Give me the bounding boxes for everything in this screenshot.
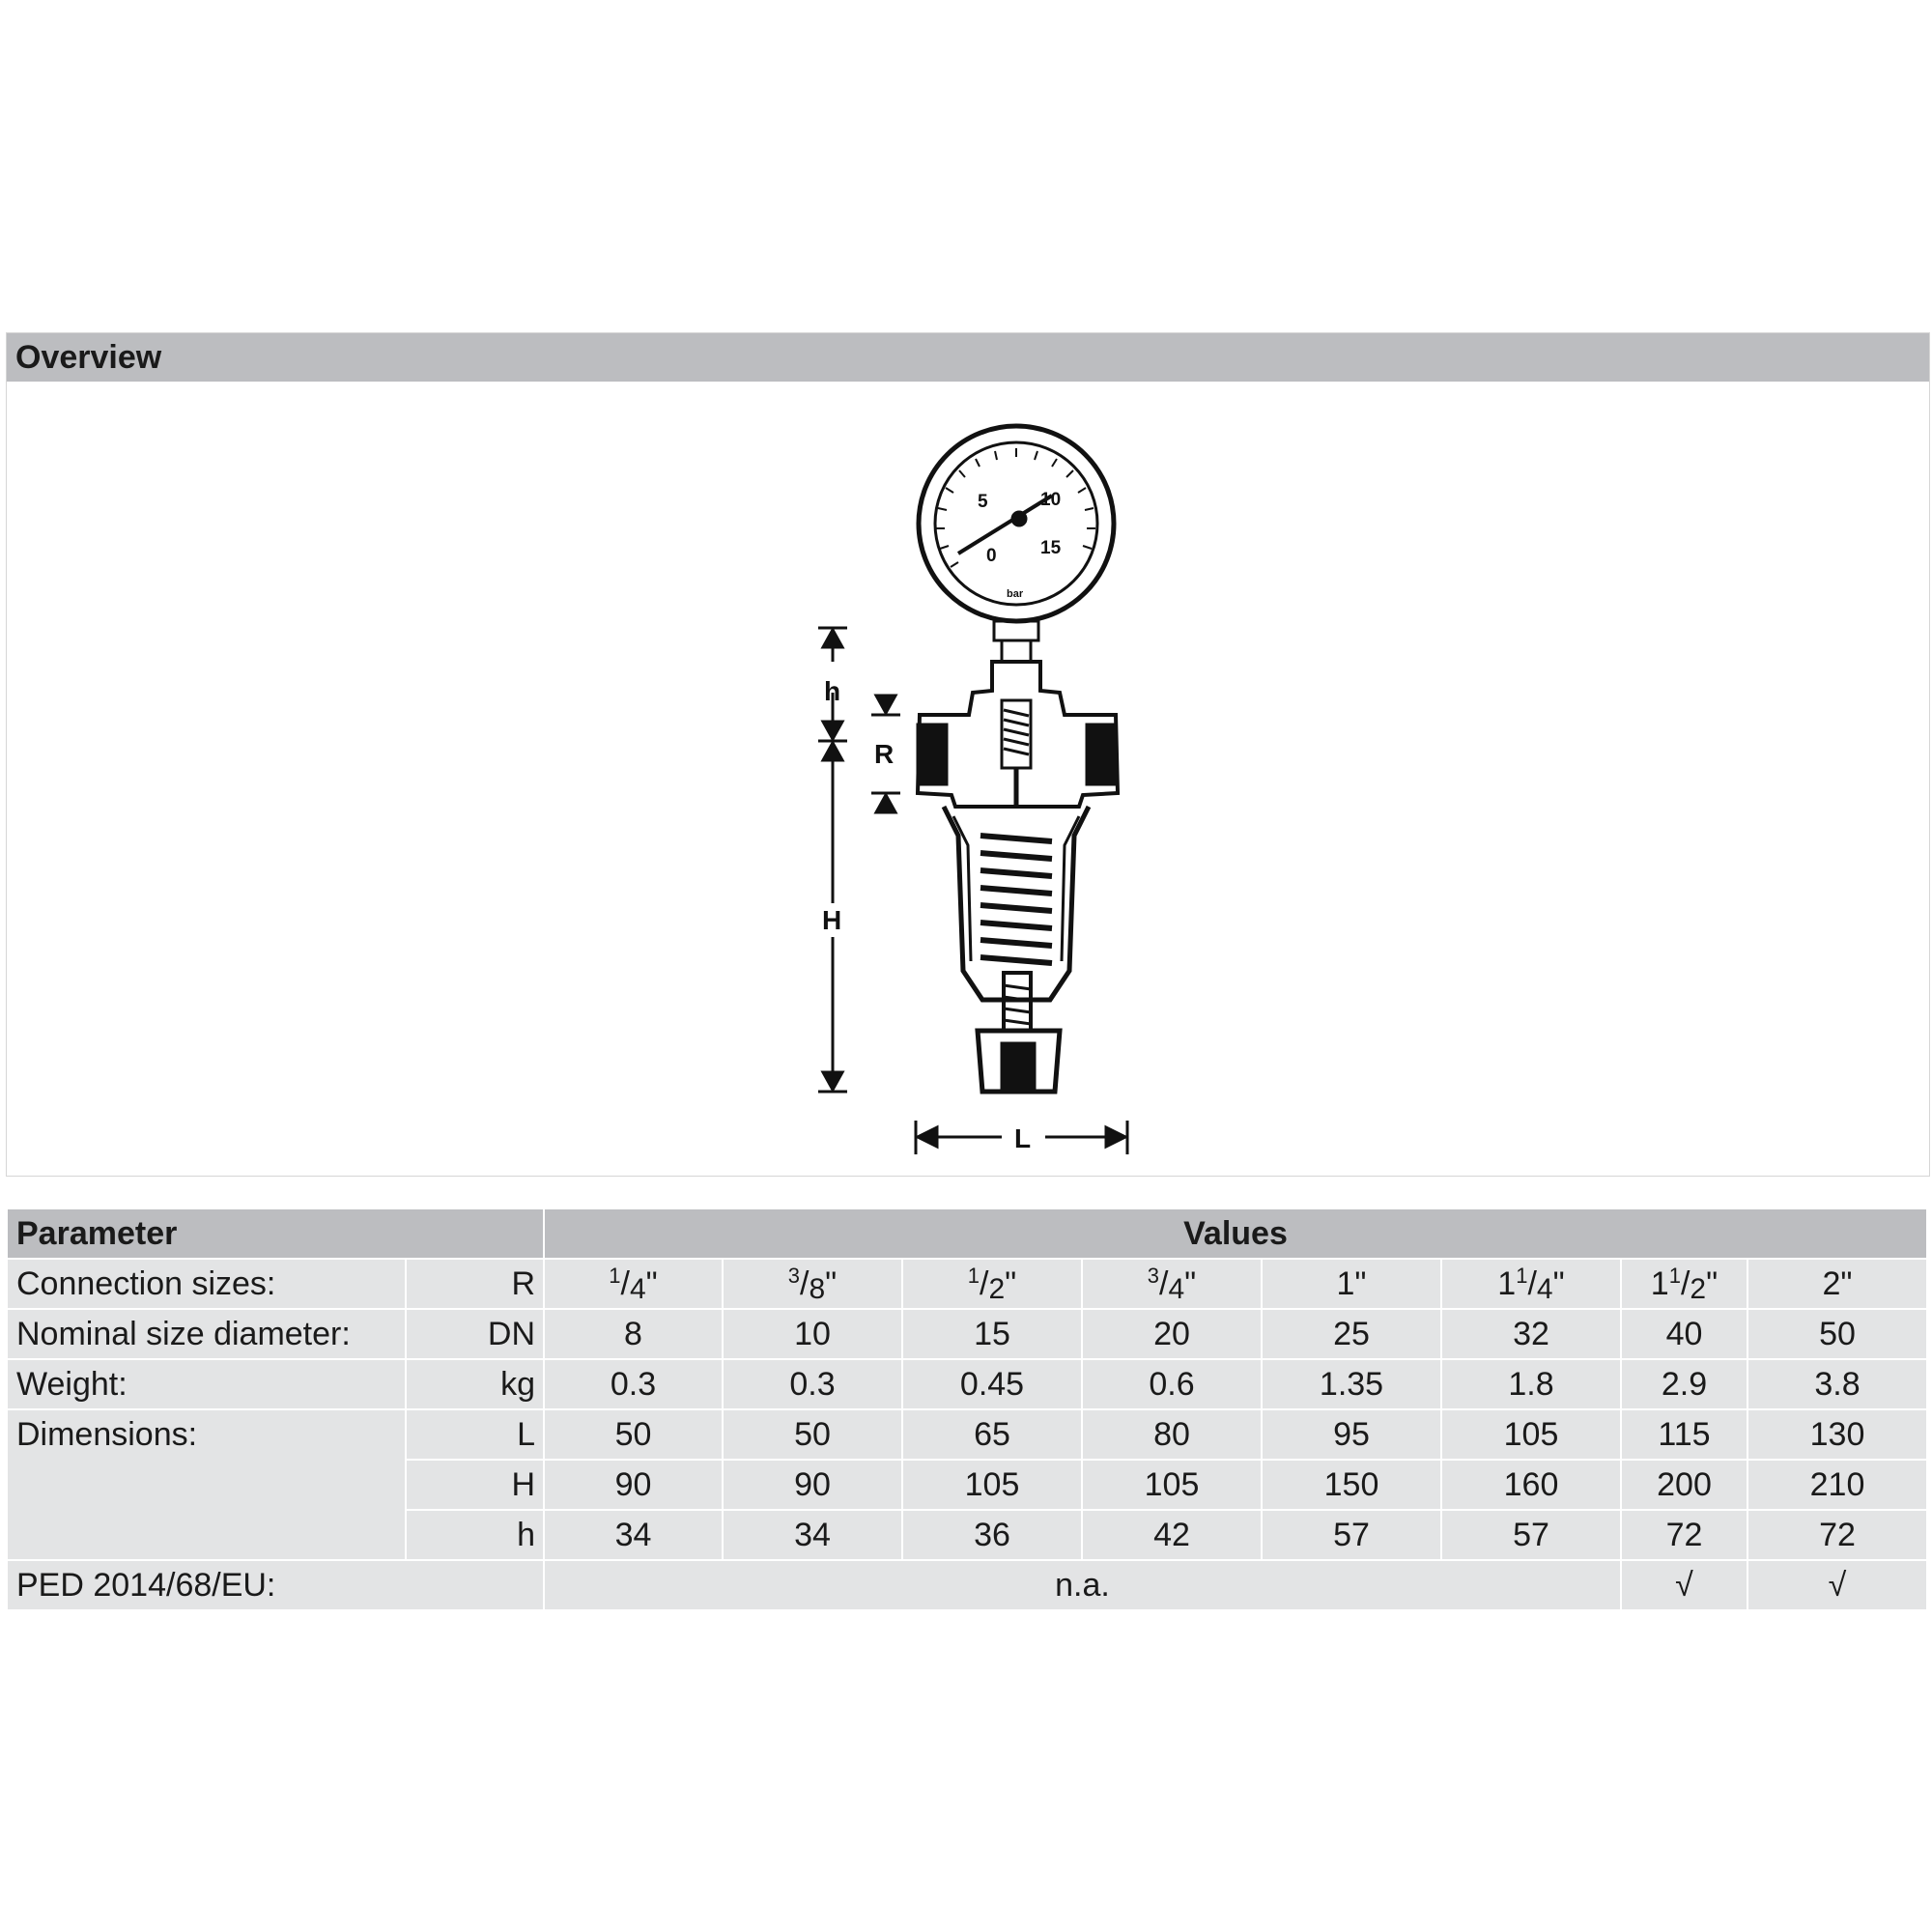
table-cell: 20 [1082, 1309, 1262, 1359]
table-cell: 105 [1082, 1460, 1262, 1510]
row-label: Dimensions: [7, 1409, 406, 1560]
table-cell: 32 [1441, 1309, 1621, 1359]
table-cell: 90 [544, 1460, 723, 1510]
table-cell: 50 [723, 1409, 902, 1460]
overview-panel [6, 332, 1930, 1177]
table-row-ped [7, 1560, 1927, 1610]
table-cell: 65 [902, 1409, 1082, 1460]
cell-connection-size: $^3/_8$" [723, 1259, 902, 1309]
overview-title: Overview [15, 339, 162, 376]
table-cell: 10 [723, 1309, 902, 1359]
table-cell: 105 [902, 1460, 1082, 1510]
table-cell: 50 [1747, 1309, 1927, 1359]
table-cell: 50 [544, 1409, 723, 1460]
dim-label-R: R [874, 739, 895, 769]
cell-connection-size: $^1/_2$" [902, 1259, 1082, 1309]
table-cell: 0.45 [902, 1359, 1082, 1409]
table-cell: 34 [723, 1510, 902, 1560]
cell-connection-size: $1^1/_2$" [1621, 1259, 1747, 1309]
pressure-reducer-drawing [7, 382, 1929, 1176]
cell-connection-size: $1^1/_4$" [1441, 1259, 1621, 1309]
table-row-dimensions-L [7, 1409, 1927, 1460]
table-cell: 2.9 [1621, 1359, 1747, 1409]
table-cell: 95 [1262, 1409, 1441, 1460]
table-row-weight [7, 1359, 1927, 1409]
row-unit: L [406, 1409, 544, 1460]
overview-header [7, 333, 1929, 382]
table-row-connection-sizes [7, 1259, 1927, 1309]
table-cell: 1.8 [1441, 1359, 1621, 1409]
ped-check-40: √ [1621, 1560, 1747, 1610]
table-cell: 105 [1441, 1409, 1621, 1460]
row-unit: kg [406, 1359, 544, 1409]
table-cell: 57 [1441, 1510, 1621, 1560]
row-label: Weight: [7, 1359, 406, 1409]
table-cell: 15 [902, 1309, 1082, 1359]
table-cell: 210 [1747, 1460, 1927, 1510]
row-label: Nominal size diameter: [7, 1309, 406, 1359]
table-cell: 160 [1441, 1460, 1621, 1510]
table-header-row [7, 1208, 1927, 1259]
table-cell: 150 [1262, 1460, 1441, 1510]
table-cell: 42 [1082, 1510, 1262, 1560]
cell-connection-size: 1" [1262, 1259, 1441, 1309]
table-cell: 130 [1747, 1409, 1927, 1460]
dim-label-h: h [824, 676, 841, 706]
dim-label-H: H [822, 905, 842, 935]
header-parameter: Parameter [7, 1208, 544, 1259]
cell-connection-size: $^1/_4$" [544, 1259, 723, 1309]
table-cell: 36 [902, 1510, 1082, 1560]
cell-connection-size: 2" [1747, 1259, 1927, 1309]
table-cell: 25 [1262, 1309, 1441, 1359]
ped-check-50: √ [1747, 1560, 1927, 1610]
header-values: Values [544, 1208, 1927, 1259]
cell-connection-size: $^3/_4$" [1082, 1259, 1262, 1309]
table-cell: 90 [723, 1460, 902, 1510]
row-unit: DN [406, 1309, 544, 1359]
table-cell: 57 [1262, 1510, 1441, 1560]
gauge-label-0: 0 [986, 546, 997, 566]
parameter-table [6, 1208, 1928, 1611]
table-cell: 200 [1621, 1460, 1747, 1510]
table-cell: 0.3 [544, 1359, 723, 1409]
gauge-unit: bar [1007, 588, 1024, 600]
table-cell: 1.35 [1262, 1359, 1441, 1409]
ped-na: n.a. [544, 1560, 1621, 1610]
row-label: Connection sizes: [7, 1259, 406, 1309]
table-cell: 3.8 [1747, 1359, 1927, 1409]
table-cell: 0.3 [723, 1359, 902, 1409]
table-cell: 8 [544, 1309, 723, 1359]
table-row-nominal-size [7, 1309, 1927, 1359]
table-cell: 34 [544, 1510, 723, 1560]
row-unit: H [406, 1460, 544, 1510]
table-cell: 80 [1082, 1409, 1262, 1460]
table-cell: 72 [1621, 1510, 1747, 1560]
gauge-label-15: 15 [1040, 538, 1062, 558]
table-cell: 72 [1747, 1510, 1927, 1560]
table-cell: 40 [1621, 1309, 1747, 1359]
table-cell: 115 [1621, 1409, 1747, 1460]
row-unit: h [406, 1510, 544, 1560]
row-unit: R [406, 1259, 544, 1309]
table-cell: 0.6 [1082, 1359, 1262, 1409]
row-label: PED 2014/68/EU: [7, 1560, 544, 1610]
gauge-label-10: 10 [1040, 490, 1062, 510]
dim-label-L: L [1014, 1123, 1032, 1153]
gauge-label-5: 5 [978, 492, 988, 512]
